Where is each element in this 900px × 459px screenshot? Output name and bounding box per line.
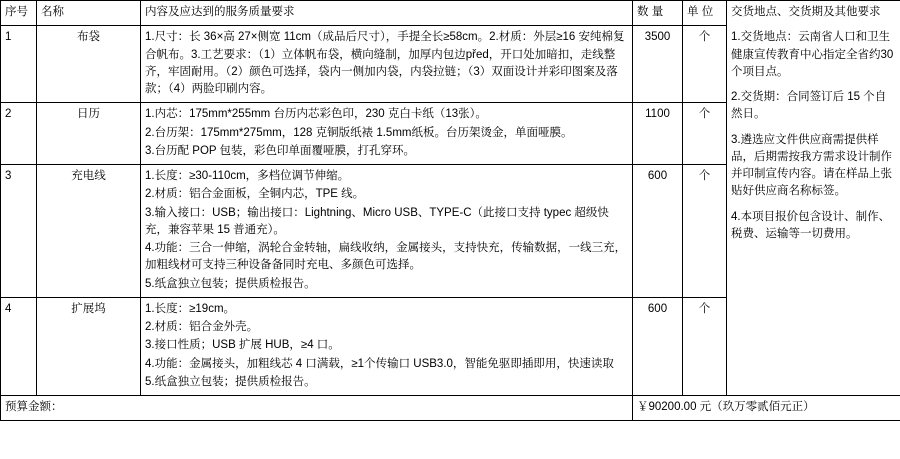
row-unit: 个 <box>683 297 727 395</box>
desc-line: 5.纸盒独立包装；提供质检报告。 <box>145 277 316 290</box>
header-unit: 单 位 <box>683 1 727 26</box>
row-desc <box>141 297 633 395</box>
row-qty: 3500 <box>633 26 683 103</box>
budget-row <box>1 396 900 421</box>
other-requirement-item-4: 4.本项目报价包含设计、制作、税费、运输等一切费用。 <box>731 210 891 240</box>
row-seq: 4 <box>1 297 37 395</box>
desc-line: 5.纸盒独立包装；提供质检报告。 <box>145 375 316 388</box>
other-requirement-item-3: 3.遴选应文件供应商需提供样品，后期需按我方需求设计制作并印制宣传内容。请在样品上张贴好供应商名称标签。 <box>731 133 892 198</box>
row-desc <box>141 165 633 298</box>
header-seq: 序号 <box>1 1 37 26</box>
row-name: 布袋 <box>37 26 141 103</box>
desc-line: 1.长度：≥30-110cm，多档位调节伸缩。 <box>145 170 350 182</box>
desc-line: 2.材质：铝合金面板，全铜内芯，TPE 线。 <box>145 188 365 201</box>
row-seq: 3 <box>1 165 37 298</box>
row-qty: 1100 <box>633 103 683 165</box>
other-requirement-item-1: 1.交货地点：云南省人口和卫生健康宣传教育中心指定全省约30个项目点。 <box>731 31 894 78</box>
desc-line: 3.台历配 POP 包装，彩色印单面覆哑膜，打孔穿环。 <box>145 144 416 157</box>
row-qty: 600 <box>633 297 683 395</box>
header-qty: 数 量 <box>633 1 683 26</box>
row-name: 扩展坞 <box>37 297 141 395</box>
row-qty: 600 <box>633 165 683 298</box>
row-unit: 个 <box>683 26 727 103</box>
desc-line: 3.接口性质；USB 扩展 HUB，≥4 口。 <box>145 339 340 352</box>
budget-label: 预算金额： <box>1 396 633 421</box>
desc-line: 2.材质：铝合金外壳。 <box>145 321 259 333</box>
desc-line: 3.输入接口：USB；输出接口：Lightning、Micro USB、TYPE-C（此接口支持 typec 超级快充，兼容苹果 15 普通充）。 <box>145 206 609 236</box>
table-header-row <box>1 1 900 26</box>
other-requirements-cell <box>727 1 900 396</box>
other-requirements-title: 交货地点、交货期及其他要求 <box>731 6 881 18</box>
header-desc: 内容及应达到的服务质量要求 <box>141 1 633 26</box>
row-seq: 1 <box>1 26 37 103</box>
desc-line: 4.功能：金属接头，加粗线芯 4 口满载，≥1个传输口 USB3.0，智能免驱即插即用，快速读取 <box>145 357 614 370</box>
desc-line: 2.台历架：175mm*275mm，128 克铜版纸裱 1.5mm纸板。台历架烫金，单面哑膜。 <box>145 126 573 139</box>
desc-line: 4.功能：三合一伸缩，涡轮合金转轴，扁线收纳，金属接头，支持快充，传输数据，一线三充，加粗线材可支持三种设备备同时充电、多颜色可选择。 <box>145 242 627 272</box>
desc-line: 1.长度：≥19cm。 <box>145 302 236 315</box>
row-name: 充电线 <box>37 165 141 298</box>
row-unit: 个 <box>683 103 727 165</box>
desc-line: 1.内芯：175mm*255mm 台历内芯彩色印，230 克白卡纸（13张）。 <box>145 108 487 121</box>
desc-line: 1.尺寸：长 36×高 27×侧宽 11cm（成品后尺寸），手提全长≥58cm。2.材质：外层≥16 安纯棉复合帆布。3.工艺要求：（1）立体帆布袋，横向缝制，加厚内包边před，开口处加暗扣，走线整齐，牢固耐用。（2）颜色可选择，袋内一侧加内袋，内袋拉链；（3）双面设计并彩印图案及落款；（4）两脸印刷内容。 <box>145 31 625 95</box>
row-desc <box>141 26 633 103</box>
budget-amount: ￥90200.00 元（玖万零贰佰元正） <box>633 396 900 421</box>
row-desc <box>141 103 633 165</box>
row-unit: 个 <box>683 165 727 298</box>
row-name: 日历 <box>37 103 141 165</box>
other-requirement-item-2: 2.交货期：合同签订后 15 个自然日。 <box>731 91 887 121</box>
row-seq: 2 <box>1 103 37 165</box>
header-name: 名称 <box>37 1 141 26</box>
